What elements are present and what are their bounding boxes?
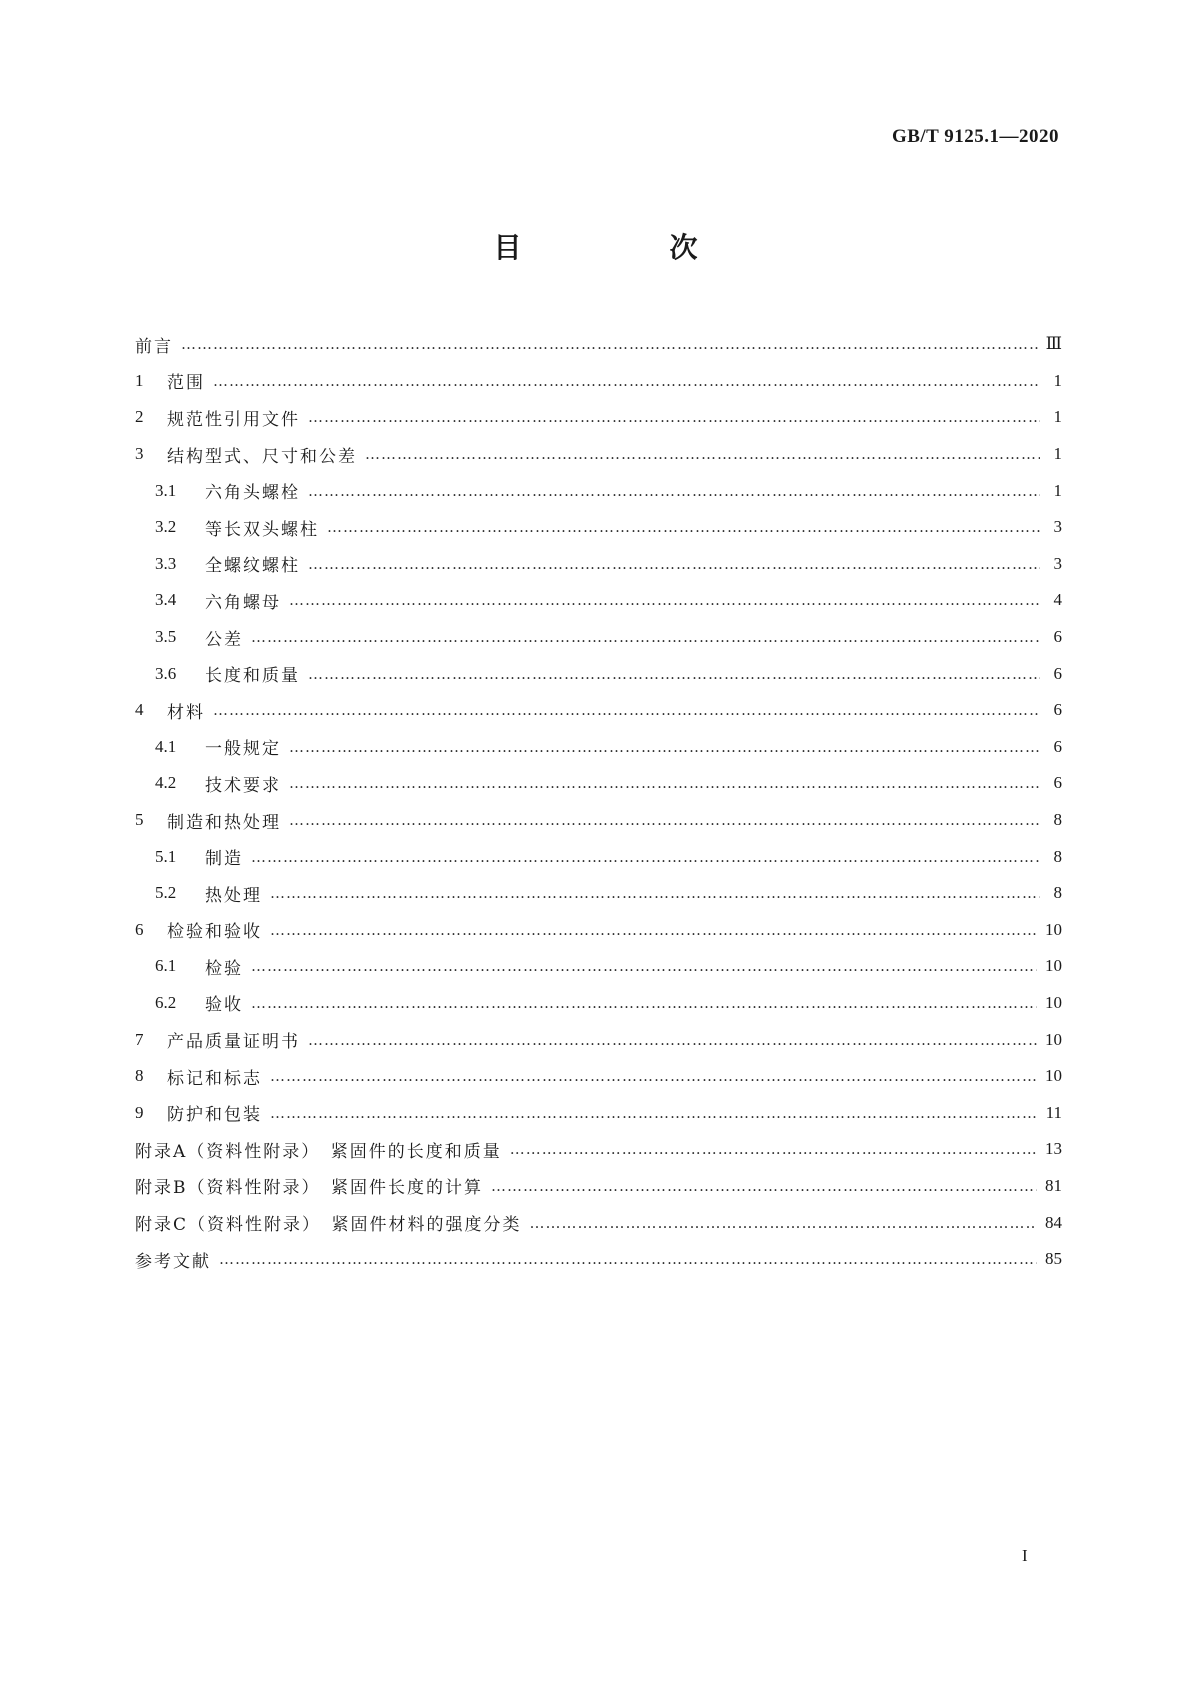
toc-leader-dots [491, 1177, 1037, 1195]
toc-entry-page: 1 [1053, 370, 1062, 390]
toc-leader-dots [270, 1067, 1037, 1085]
toc-entry-label: 结构型式、尺寸和公差 [167, 446, 357, 467]
toc-entry-label: 附录A（资料性附录） 紧固件的长度和质量 [135, 1141, 502, 1162]
toc-entry-label: 制造 [205, 849, 243, 870]
toc-entry-label: 材料 [167, 702, 205, 723]
toc-entry-number: 3 [135, 444, 144, 464]
toc-entry[interactable] [135, 472, 1062, 509]
toc-entry-page: 8 [1053, 810, 1062, 830]
toc-leader-dots [289, 738, 1040, 756]
toc-leader-dots [270, 1104, 1038, 1122]
toc-entry-label: 验收 [205, 995, 243, 1016]
toc-entry-label: 参考文献 [135, 1251, 211, 1272]
toc-entry[interactable] [135, 985, 1062, 1022]
toc-entry-page: 3 [1053, 517, 1062, 537]
toc-leader-dots [308, 482, 1040, 500]
toc-entry[interactable] [135, 875, 1062, 912]
toc-entry[interactable] [135, 1168, 1062, 1205]
toc-leader-dots [308, 408, 1040, 426]
toc-entry-number: 6 [135, 919, 144, 939]
toc-entry[interactable] [135, 948, 1062, 985]
toc-entry-number: 5.1 [155, 846, 177, 866]
toc-entry-page: 1 [1053, 407, 1062, 427]
toc-leader-dots [289, 774, 1040, 792]
toc-entry-label: 六角螺母 [205, 592, 281, 613]
toc-entry-number: 3.3 [155, 553, 177, 573]
toc-entry-number: 2 [135, 407, 144, 427]
toc-leader-dots [219, 1250, 1037, 1268]
toc-entry-number: 5 [135, 810, 144, 830]
standard-code: GB/T 9125.1—2020 [891, 126, 1059, 147]
toc-entry-page: 6 [1053, 736, 1062, 756]
toc-entry-number: 4.1 [155, 736, 177, 756]
toc-entry-number: 8 [135, 1066, 144, 1086]
toc-entry-label: 规范性引用文件 [167, 409, 300, 430]
toc-entry-label: 检验 [205, 958, 243, 979]
toc-entry-number: 9 [135, 1102, 144, 1122]
toc-entry-page: 6 [1053, 773, 1062, 793]
toc-entry-label: 检验和验收 [167, 922, 262, 943]
toc-entry[interactable] [135, 546, 1062, 583]
toc-entry-page: 84 [1045, 1212, 1062, 1232]
toc-leader-dots [308, 1031, 1037, 1049]
toc-leader-dots [289, 811, 1040, 829]
toc-entry-number: 3.5 [155, 627, 177, 647]
toc-entry-page: 4 [1053, 590, 1062, 610]
toc-entry[interactable] [135, 1094, 1062, 1131]
toc-entry-number: 7 [135, 1029, 144, 1049]
toc-entry-page: 8 [1053, 883, 1062, 903]
toc-entry[interactable] [135, 1058, 1062, 1095]
toc-entry-label: 附录C（资料性附录） 紧固件材料的强度分类 [135, 1215, 522, 1236]
toc-entry-label: 六角头螺栓 [205, 483, 300, 504]
toc-entry[interactable] [135, 912, 1062, 949]
toc-entry[interactable] [135, 399, 1062, 436]
toc-entry-label: 一般规定 [205, 739, 281, 760]
toc-entry-page: 10 [1045, 956, 1062, 976]
toc-entry-label: 等长双头螺柱 [205, 519, 319, 540]
toc-entry-page: 85 [1045, 1249, 1062, 1269]
toc-entry-number: 3.2 [155, 517, 177, 537]
toc-leader-dots [251, 957, 1037, 975]
toc-entry-page: 13 [1045, 1139, 1062, 1159]
toc-leader-dots [270, 921, 1037, 939]
toc-entry[interactable] [135, 1204, 1062, 1241]
toc-entry-page: 8 [1053, 846, 1062, 866]
toc-leader-dots [251, 994, 1037, 1012]
toc-entry[interactable] [135, 765, 1062, 802]
toc-entry-page: 3 [1053, 553, 1062, 573]
toc-leader-dots [213, 372, 1040, 390]
toc-entry-page: 1 [1053, 480, 1062, 500]
toc-leader-dots [365, 445, 1040, 463]
toc-leader-dots [510, 1140, 1037, 1158]
toc-entry[interactable] [135, 509, 1062, 546]
toc-entry-page: 10 [1045, 992, 1062, 1012]
toc-entry-label: 全螺纹螺柱 [205, 556, 300, 577]
toc-leader-dots [213, 701, 1040, 719]
page-title: 目 次 [493, 231, 758, 264]
toc-leader-dots [308, 555, 1040, 573]
toc-entry[interactable] [135, 436, 1062, 473]
toc-entry[interactable] [135, 655, 1062, 692]
toc-entry-number: 3.6 [155, 663, 177, 683]
toc-entry-label: 产品质量证明书 [167, 1032, 300, 1053]
toc-entry-number: 5.2 [155, 883, 177, 903]
toc-leader-dots [181, 335, 1038, 353]
toc-leader-dots [251, 628, 1040, 646]
toc-entry[interactable] [135, 729, 1062, 766]
toc-entry[interactable] [135, 692, 1062, 729]
toc-entry-number: 1 [135, 370, 144, 390]
toc-entry-number: 3.4 [155, 590, 177, 610]
toc-entry-page: 10 [1045, 1029, 1062, 1049]
toc-entry-page: 10 [1045, 1066, 1062, 1086]
toc-entry[interactable] [135, 1131, 1062, 1168]
toc-entry[interactable] [135, 582, 1062, 619]
toc-entry[interactable] [135, 619, 1062, 656]
toc-entry-page: Ⅲ [1045, 334, 1062, 354]
toc-leader-dots [308, 665, 1040, 683]
toc-entry[interactable] [135, 1021, 1062, 1058]
toc-entry-page: 10 [1045, 919, 1062, 939]
toc-entry-page: 1 [1053, 444, 1062, 464]
toc-entry-page: 6 [1053, 627, 1062, 647]
toc-entry-page: 81 [1045, 1175, 1062, 1195]
toc-entry[interactable] [135, 802, 1062, 839]
toc-entry-label: 技术要求 [205, 775, 281, 796]
toc-entry[interactable] [135, 326, 1062, 363]
toc-entry-number: 3.1 [155, 480, 177, 500]
toc-entry[interactable] [135, 1241, 1062, 1278]
toc-leader-dots [289, 591, 1040, 609]
toc-leader-dots [530, 1214, 1037, 1232]
toc-entry-number: 6.2 [155, 992, 177, 1012]
toc-leader-dots [270, 884, 1040, 902]
toc-entry[interactable] [135, 838, 1062, 875]
toc-entry-label: 标记和标志 [167, 1068, 262, 1089]
toc-entry-label: 附录B（资料性附录） 紧固件长度的计算 [135, 1178, 483, 1199]
toc-entry-label: 范围 [167, 373, 205, 394]
toc-entry-label: 公差 [205, 629, 243, 650]
toc-entry-number: 4 [135, 700, 144, 720]
table-of-contents [135, 326, 1062, 1277]
toc-entry-page: 6 [1053, 700, 1062, 720]
toc-entry-label: 热处理 [205, 885, 262, 906]
toc-leader-dots [251, 848, 1040, 866]
toc-entry-label: 长度和质量 [205, 666, 300, 687]
toc-leader-dots [327, 518, 1040, 536]
toc-entry-label: 制造和热处理 [167, 812, 281, 833]
toc-entry-number: 4.2 [155, 773, 177, 793]
toc-entry-label: 前言 [135, 336, 173, 357]
toc-entry[interactable] [135, 363, 1062, 400]
toc-entry-label: 防护和包装 [167, 1105, 262, 1126]
toc-entry-page: 6 [1053, 663, 1062, 683]
toc-entry-number: 6.1 [155, 956, 177, 976]
page-number: I [1022, 1546, 1028, 1565]
toc-entry-page: 11 [1045, 1102, 1062, 1122]
